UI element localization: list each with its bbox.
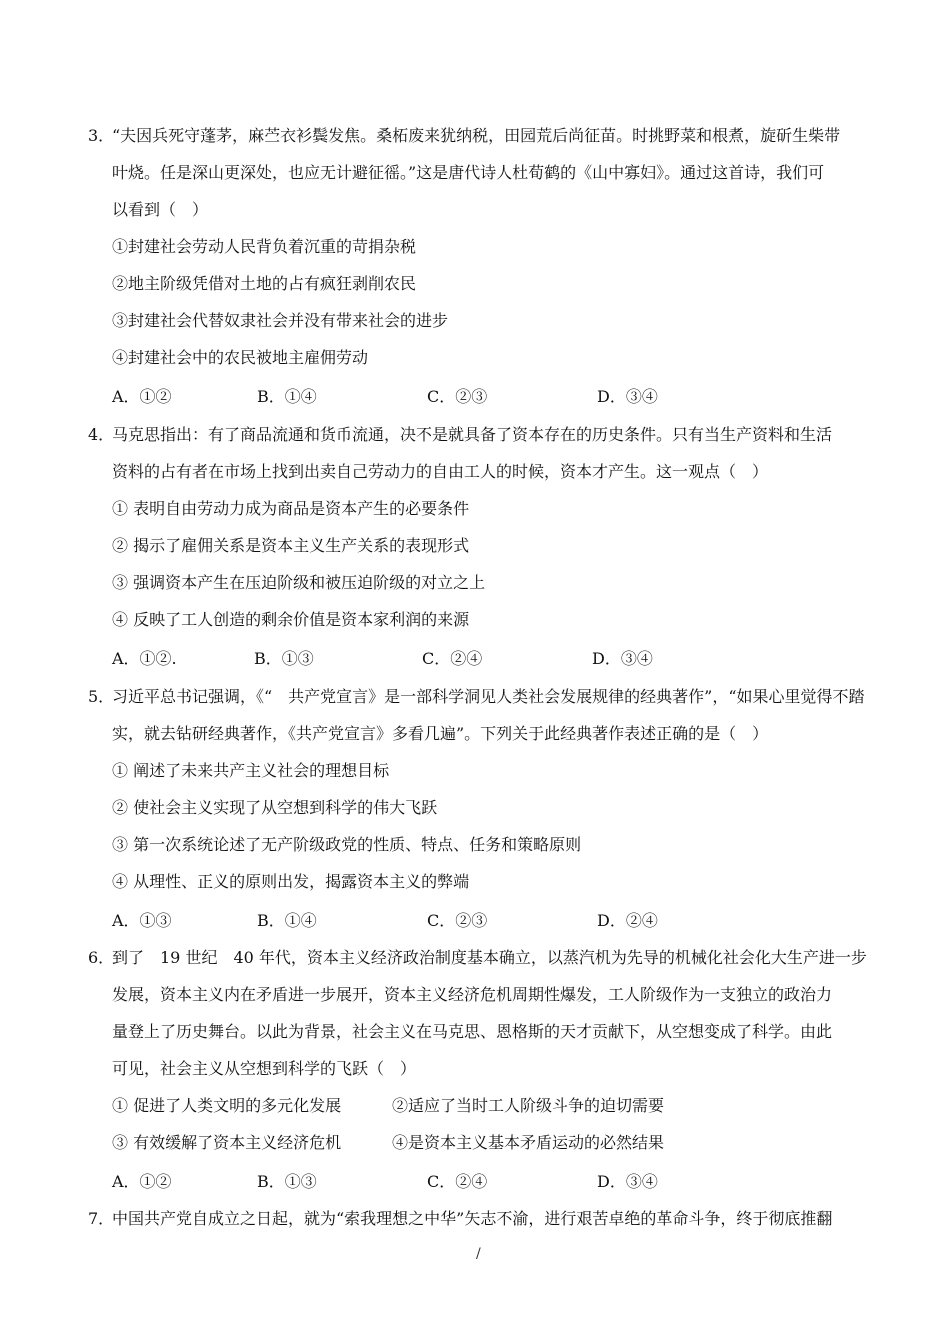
option-a[interactable]: A．①②	[112, 1172, 172, 1191]
question-stem-line: 量登上了历史舞台。以此为背景，社会主义在马克思、恩格斯的天才贡献下，从空想变成了科学。由此	[112, 1022, 833, 1041]
answer-options	[112, 386, 872, 408]
answer-options	[112, 648, 872, 670]
question-stem-line: 实，就去钻研经典著作，《共产党宣言》多看几遍”。下列关于此经典著作表述正确的是（ ）	[112, 724, 769, 743]
option-b[interactable]: B．①③	[254, 649, 314, 668]
answer-options	[112, 910, 872, 932]
statement-item: ②地主阶级凭借对土地的占有疯狂剥削农民	[112, 274, 417, 293]
option-b[interactable]: B．①④	[257, 387, 317, 406]
option-c[interactable]: C．②③	[427, 911, 488, 930]
question-stem-line: 发展，资本主义内在矛盾进一步展开，资本主义经济危机周期性爆发，工人阶级作为一支独立的政治力	[112, 985, 833, 1004]
question-stem-line: “夫因兵死守蓬茅，麻苎衣衫鬓发焦。桑柘废来犹纳税，田园荒后尚征苗。时挑野菜和根煮，旋斫生柴带	[112, 126, 841, 145]
question-stem-line: 马克思指出：有了商品流通和货币流通，决不是就具备了资本存在的历史条件。只有当生产资料和生活	[112, 425, 833, 444]
statement-item: ① 促进了人类文明的多元化发展	[112, 1096, 342, 1115]
question-stem-line: 到了 19 世纪 40 年代，资本主义经济政治制度基本确立，以蒸汽机为先导的机械化社会化大生产进一步	[112, 948, 867, 967]
statement-item: ③ 第一次系统论述了无产阶级政党的性质、特点、任务和策略原则	[112, 835, 582, 854]
option-a[interactable]: A．①②	[112, 387, 172, 406]
option-d[interactable]: D．③④	[597, 387, 658, 406]
page-footer-mark: /	[476, 1246, 481, 1262]
question-number: 7．	[88, 1209, 115, 1228]
statement-item: ② 使社会主义实现了从空想到科学的伟大飞跃	[112, 798, 438, 817]
statement-item: ③ 强调资本产生在压迫阶级和被压迫阶级的对立之上	[112, 573, 486, 592]
option-a[interactable]: A．①③	[112, 911, 172, 930]
question-stem-line: 可见，社会主义从空想到科学的飞跃（ ）	[112, 1059, 417, 1078]
statement-item: ①封建社会劳动人民背负着沉重的苛捐杂税	[112, 237, 417, 256]
question-number: 3．	[88, 126, 115, 145]
statement-item: ②适应了当时工人阶级斗争的迫切需要	[392, 1096, 665, 1115]
statement-item: ④ 反映了工人创造的剩余价值是资本家利润的来源	[112, 610, 470, 629]
question-stem-line: 习近平总书记强调，《“ 共产党宣言》是一部科学洞见人类社会发展规律的经典著作”，“如果心里觉得不踏	[112, 687, 865, 706]
option-d[interactable]: D．③④	[592, 649, 653, 668]
option-d[interactable]: D．③④	[597, 1172, 658, 1191]
statement-item: ④ 从理性、正义的原则出发，揭露资本主义的弊端	[112, 872, 470, 891]
statement-item: ② 揭示了雇佣关系是资本主义生产关系的表现形式	[112, 536, 470, 555]
option-c[interactable]: C．②④	[422, 649, 483, 668]
question-stem-line: 以看到（ ）	[112, 200, 209, 219]
option-d[interactable]: D．②④	[597, 911, 658, 930]
option-b[interactable]: B．①④	[257, 911, 317, 930]
option-c[interactable]: C．②④	[427, 1172, 488, 1191]
statement-item: ① 阐述了未来共产主义社会的理想目标	[112, 761, 390, 780]
question-number: 5．	[88, 687, 115, 706]
statement-item: ④封建社会中的农民被地主雇佣劳动	[112, 348, 369, 367]
question-stem-line: 资料的占有者在市场上找到出卖自己劳动力的自由工人的时候，资本才产生。这一观点（ ）	[112, 462, 769, 481]
question-stem-line: 叶烧。任是深山更深处，也应无计避征徭。”这是唐代诗人杜荀鹤的《山中寡妇》。通过这首诗，我们可	[112, 163, 825, 182]
question-number: 4．	[88, 425, 115, 444]
answer-options	[112, 1171, 872, 1193]
statement-item: ① 表明自由劳动力成为商品是资本产生的必要条件	[112, 499, 470, 518]
question-stem-line: 中国共产党自成立之日起，就为“索我理想之中华”矢志不渝，进行艰苦卓绝的革命斗争，终于彻底推翻	[112, 1209, 833, 1228]
question-number: 6．	[88, 948, 115, 967]
statement-item: ③ 有效缓解了资本主义经济危机	[112, 1133, 342, 1152]
option-c[interactable]: C．②③	[427, 387, 488, 406]
option-b[interactable]: B．①③	[257, 1172, 317, 1191]
statement-item: ③封建社会代替奴隶社会并没有带来社会的进步	[112, 311, 449, 330]
option-a[interactable]: A．①②.	[112, 649, 177, 668]
statement-item: ④是资本主义基本矛盾运动的必然结果	[392, 1133, 665, 1152]
